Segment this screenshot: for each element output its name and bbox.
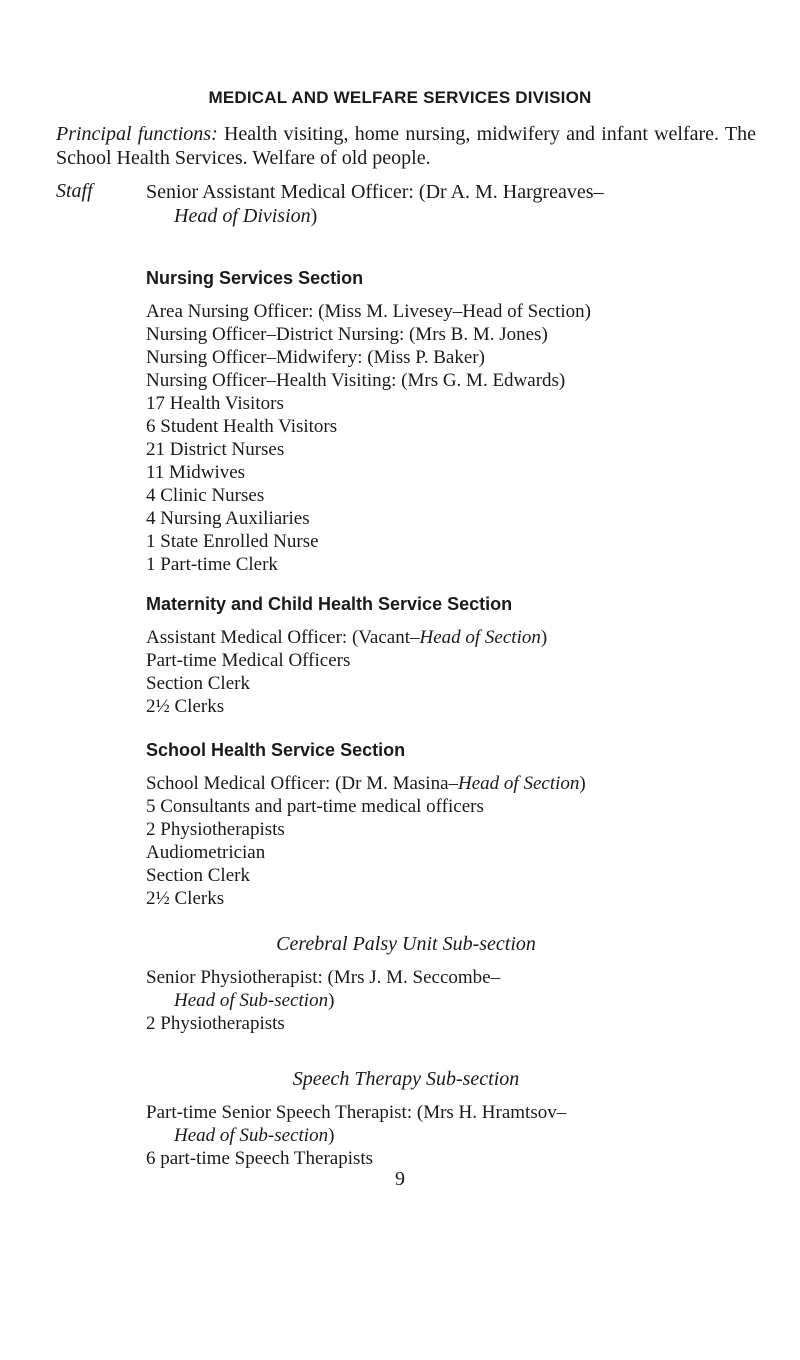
section-head-line: Senior Physiotherapist: (Mrs J. M. Seccombe– xyxy=(146,967,501,988)
list-item: 4 Nursing Auxiliaries xyxy=(146,508,310,529)
list-item: Section Clerk xyxy=(146,865,250,886)
list-item: Part-time Medical Officers xyxy=(146,650,351,671)
section-head-line: Part-time Senior Speech Therapist: (Mrs H. Hramtsov– xyxy=(146,1102,567,1123)
nursing-services-section xyxy=(146,266,766,576)
division-head-line2: Head of Division) xyxy=(174,205,318,227)
list-item: 2½ Clerks xyxy=(146,696,225,717)
section-head-line2: Head of Sub-section) xyxy=(174,990,335,1011)
list-item: 11 Midwives xyxy=(146,462,246,483)
speech-therapy-subsection xyxy=(146,1067,766,1170)
list-item: Nursing Officer–District Nursing: (Mrs B. M. Jones) xyxy=(146,324,548,345)
list-item: Nursing Officer–Midwifery: (Miss P. Baker) xyxy=(146,347,485,368)
subsection-heading: Speech Therapy Sub-section xyxy=(292,1068,520,1090)
list-item: 17 Health Visitors xyxy=(146,393,284,414)
list-item: 1 State Enrolled Nurse xyxy=(146,531,319,552)
section-head-line: Assistant Medical Officer: (Vacant–Head of Section) xyxy=(146,627,548,648)
list-item: 21 District Nurses xyxy=(146,439,285,460)
page-number: 9 xyxy=(395,1168,405,1190)
principal-functions xyxy=(56,122,756,170)
page-title: MEDICAL AND WELFARE SERVICES DIVISION xyxy=(208,88,592,107)
section-head-line2: Head of Sub-section) xyxy=(174,1125,335,1146)
list-item: Area Nursing Officer: (Miss M. Livesey–Head of Section) xyxy=(146,301,591,322)
list-item: 4 Clinic Nurses xyxy=(146,485,265,506)
subsection-heading: Cerebral Palsy Unit Sub-section xyxy=(276,933,536,955)
list-item: 6 part-time Speech Therapists xyxy=(146,1148,374,1169)
cerebral-palsy-subsection xyxy=(146,932,766,1035)
section-head-line: School Medical Officer: (Dr M. Masina–Head of Section) xyxy=(146,773,586,794)
list-item: Section Clerk xyxy=(146,673,250,694)
list-item: 1 Part-time Clerk xyxy=(146,554,278,575)
list-item: 5 Consultants and part-time medical officers xyxy=(146,796,484,817)
list-item: 2 Physiotherapists xyxy=(146,819,285,840)
functions-text: Health visiting, home nursing, midwifery and infant welfare. The School Health Services. Welfare of old people. xyxy=(56,123,756,169)
list-item: 2 Physiotherapists xyxy=(146,1013,285,1034)
section-heading: Nursing Services Section xyxy=(146,268,364,288)
maternity-section xyxy=(146,592,766,718)
staff-label: Staff xyxy=(56,180,93,202)
school-health-section xyxy=(146,738,766,910)
list-item: Nursing Officer–Health Visiting: (Mrs G. M. Edwards) xyxy=(146,370,566,391)
list-item: 2½ Clerks xyxy=(146,888,225,909)
section-heading: School Health Service Section xyxy=(146,740,406,760)
list-item: Audiometrician xyxy=(146,842,266,863)
list-item: 6 Student Health Visitors xyxy=(146,416,338,437)
division-head-line1: Senior Assistant Medical Officer: (Dr A. M. Hargreaves– xyxy=(146,181,604,203)
section-heading: Maternity and Child Health Service Section xyxy=(146,594,513,614)
functions-lead: Principal functions: xyxy=(56,123,218,145)
division-head xyxy=(146,180,746,228)
